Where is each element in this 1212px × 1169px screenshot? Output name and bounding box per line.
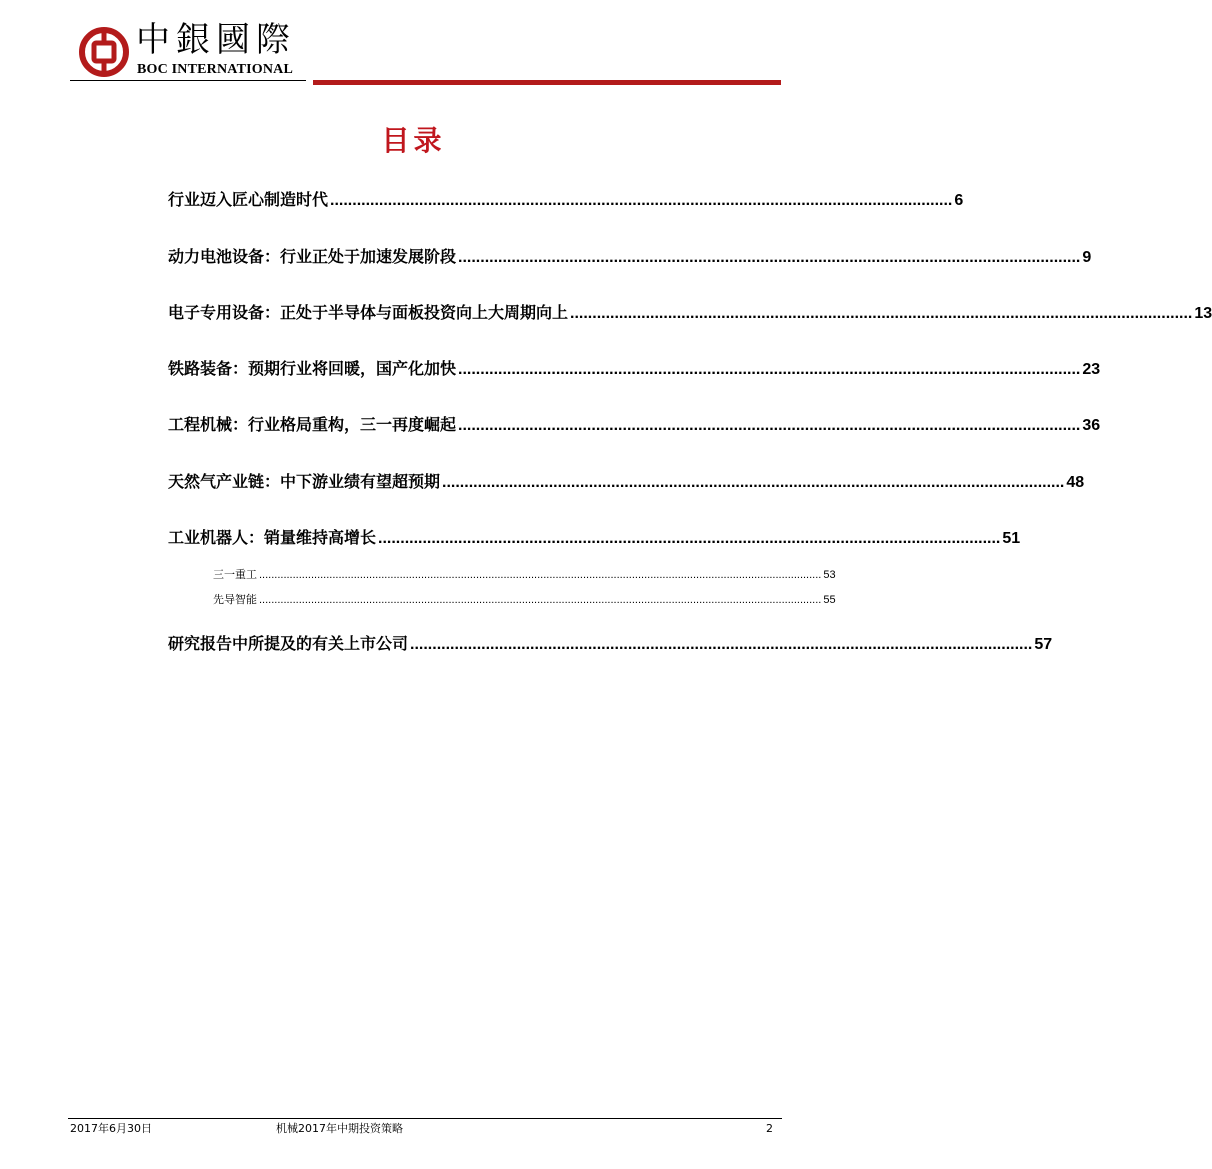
footer-divider bbox=[68, 1118, 782, 1119]
toc-entry[interactable] bbox=[168, 528, 1021, 549]
page-header bbox=[0, 0, 827, 90]
toc-entry-label: 行业迈入匠心制造时代 bbox=[168, 190, 329, 209]
toc-entry[interactable] bbox=[168, 247, 1092, 268]
dot-leader: ............................................................................................................................................ bbox=[458, 361, 1081, 378]
toc-entry[interactable] bbox=[168, 634, 1053, 655]
toc-entry-label: 工业机器人：销量维持高增长 bbox=[168, 528, 377, 547]
toc-entry-page: 53 bbox=[823, 569, 836, 581]
toc-entry-label: 先导智能 bbox=[213, 593, 257, 606]
toc-title: 目录 bbox=[381, 124, 446, 157]
dot-leader: ............................................................................................................................................ bbox=[442, 474, 1065, 491]
footer-date: 2017年6月30日 bbox=[70, 1122, 152, 1135]
boc-logo-icon bbox=[78, 26, 130, 78]
dot-leader: ............................................................................................................................................ bbox=[330, 192, 953, 209]
toc-entry[interactable] bbox=[168, 415, 1101, 436]
toc-entry-page: 55 bbox=[823, 594, 836, 606]
toc-entry[interactable] bbox=[168, 359, 1101, 380]
toc-entry-page: 51 bbox=[1002, 530, 1021, 547]
dot-leader: ............................................................................................................................................ bbox=[458, 249, 1081, 266]
toc-entry-page: 48 bbox=[1066, 474, 1085, 491]
toc-entry-page: 36 bbox=[1082, 417, 1101, 434]
toc-entry-label: 三一重工 bbox=[213, 568, 257, 581]
toc-entry-label: 动力电池设备：行业正处于加速发展阶段 bbox=[168, 247, 457, 266]
dot-leader: ............................................................................................................................................ bbox=[378, 530, 1001, 547]
brand-name-english: BOC INTERNATIONAL bbox=[137, 62, 293, 77]
toc-entry[interactable] bbox=[168, 472, 1085, 493]
header-divider bbox=[70, 80, 306, 81]
toc-entry[interactable] bbox=[168, 303, 1212, 324]
toc-entry-label: 工程机械：行业格局重构，三一再度崛起 bbox=[168, 415, 457, 434]
toc-entry-label: 电子专用设备：正处于半导体与面板投资向上大周期向上 bbox=[168, 303, 569, 322]
toc-entry-page: 13 bbox=[1194, 305, 1212, 322]
toc-subentry[interactable] bbox=[213, 593, 836, 607]
toc-entry-page: 9 bbox=[1082, 249, 1092, 266]
toc-entry-page: 57 bbox=[1034, 636, 1053, 653]
dot-leader: ............................................................................................................................................ bbox=[458, 417, 1081, 434]
header-accent-bar bbox=[313, 80, 781, 85]
dot-leader: ........................................................................................................................................................................................ bbox=[259, 569, 822, 581]
toc-entry-label: 铁路装备：预期行业将回暖，国产化加快 bbox=[168, 359, 457, 378]
toc-subentry[interactable] bbox=[213, 568, 836, 582]
toc-entry-page: 6 bbox=[954, 192, 964, 209]
footer-report-title: 机械2017年中期投资策略 bbox=[276, 1122, 403, 1135]
dot-leader: ............................................................................................................................................ bbox=[410, 636, 1033, 653]
toc-entry[interactable] bbox=[168, 190, 964, 211]
footer-page-number: 2 bbox=[766, 1122, 773, 1135]
brand-name-chinese: 中銀國際 bbox=[136, 20, 296, 60]
dot-leader: ........................................................................................................................................................................................ bbox=[259, 594, 822, 606]
toc-entry-label: 研究报告中所提及的有关上市公司 bbox=[168, 634, 409, 653]
toc-entry-label: 天然气产业链：中下游业绩有望超预期 bbox=[168, 472, 441, 491]
dot-leader: ............................................................................................................................................ bbox=[570, 305, 1193, 322]
toc-entry-page: 23 bbox=[1082, 361, 1101, 378]
